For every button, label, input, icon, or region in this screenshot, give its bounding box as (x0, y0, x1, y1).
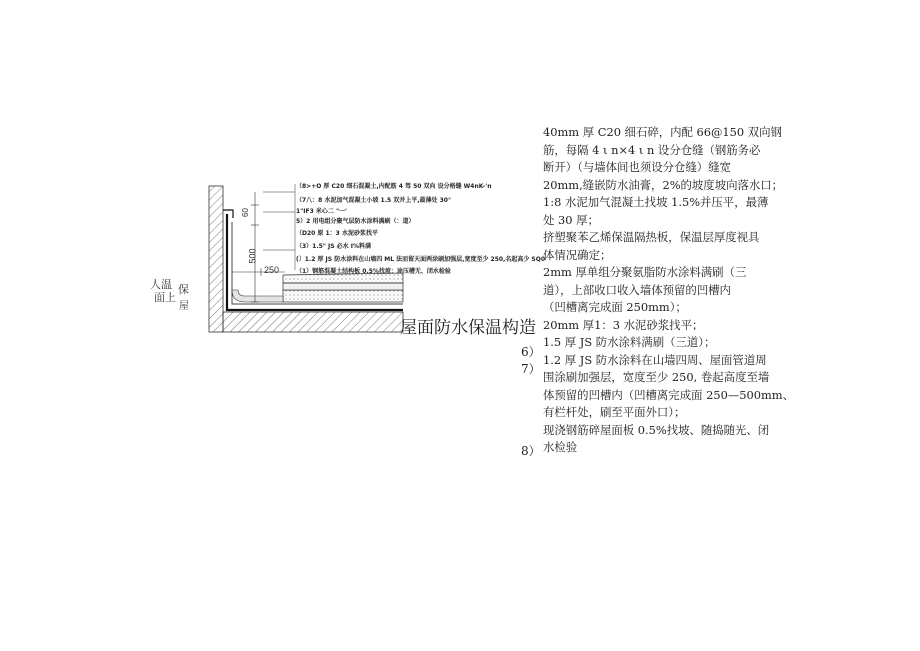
spec-line: 1.5 厚 JS 防水涂料满刷（三道）； (543, 335, 716, 349)
section-side-label (150, 276, 192, 310)
callout-label: （D20 原 1：3 水泥砂浆找平 (296, 230, 378, 237)
side-label-char: 面上 (154, 291, 176, 304)
callout-label: （8>+O 厚 C20 细石混凝土,内配筋 4 驾 50 双向 设分格缝 W4nK-'n (296, 183, 492, 190)
spec-line: 1.2 厚 JS 防水涂料在山墙四周、屋面管道周 (543, 352, 767, 367)
callout-label: 5）2 用电组分聚气层防水涂料满刷（：道） (296, 218, 415, 225)
spec-line: 断开）（与墙体间也须设分仓缝）缝宽 (543, 160, 731, 174)
screed-layer (283, 283, 403, 290)
spec-line: 围涂刷加强层，宽度至少 250, 卷起高度至墙 (543, 370, 770, 384)
callout-label: （1）钢筋混凝土结构板 0.5%找坡：途压槽无、闭水检验 (296, 268, 451, 275)
callout-label: （7八：8 水泥加气混凝土小坡 1.5 双并上平,最薄处 30° (296, 197, 451, 204)
side-label-char: 人温 (150, 278, 172, 291)
spec-line: 水检验 (543, 440, 578, 454)
spec-line: 有栏杆处，刷至平面外口）； (543, 405, 686, 419)
specification-text (543, 124, 794, 457)
spec-line: 2mm 厚单组分聚氨脂防水涂料满刷（三 (543, 265, 747, 279)
side-label-char: 保 (178, 283, 189, 296)
dimension-500: 500 (247, 248, 258, 264)
spec-line: 挤塑聚苯乙烯保温隔热板，保温层厚度视具 (543, 230, 760, 244)
callout-label: (〕1.2 厚 JS 防水涂料在山墙四 ML 法而留天面两涂刷加强层,宽度至少 250,名起高少 SQ0 (296, 256, 546, 263)
spec-line: 20mm,缝嵌防水油膏，2%的坡度坡向落水口； (543, 177, 784, 192)
step-marker: 7） (521, 362, 541, 376)
callout-label: （3）1.5" JS 必水 I%料满 (296, 243, 371, 250)
dimension-250: 250 (264, 265, 280, 275)
step-marker: 6） (521, 345, 541, 359)
insulation-layer (283, 290, 403, 302)
dimension-60: 60 (240, 208, 250, 217)
spec-line: 处 30 厚； (543, 212, 599, 227)
roof-slab (223, 312, 403, 332)
spec-line: 筋，每隔 4 ι n×4 ι n 设分仓缝（钢筋务必 (543, 142, 761, 157)
spec-line: 体预留的凹槽内（凹槽离完成面 250—500mm、 (543, 387, 794, 402)
spec-line: 1:8 水泥加气混凝土找坡 1.5%并压平，最薄 (543, 195, 769, 209)
spec-line: 道），上部收口收入墙体预留的凹槽内 (543, 282, 731, 297)
spec-line: 体情况确定； (543, 247, 612, 262)
callout-label: 1"IF3 米心二 "一' (296, 208, 347, 215)
step-marker: 8） (521, 444, 541, 458)
diagram-title: 屋面防水保温构造 (400, 318, 536, 338)
spec-line: （凹槽离完成面 250mm）； (543, 300, 687, 314)
spec-line: 现浇钢筋碎屋面板 0.5%找坡、随捣随光、闭 (543, 422, 770, 437)
spec-line: 40mm 厚 C20 细石碎，内配 66@150 双向钢 (543, 125, 782, 139)
side-label-char: 屋 (179, 301, 189, 312)
wall-section (209, 186, 223, 332)
corner-fillet (232, 290, 283, 302)
spec-line: 20mm 厚1：3 水泥砂浆找平； (543, 317, 704, 332)
